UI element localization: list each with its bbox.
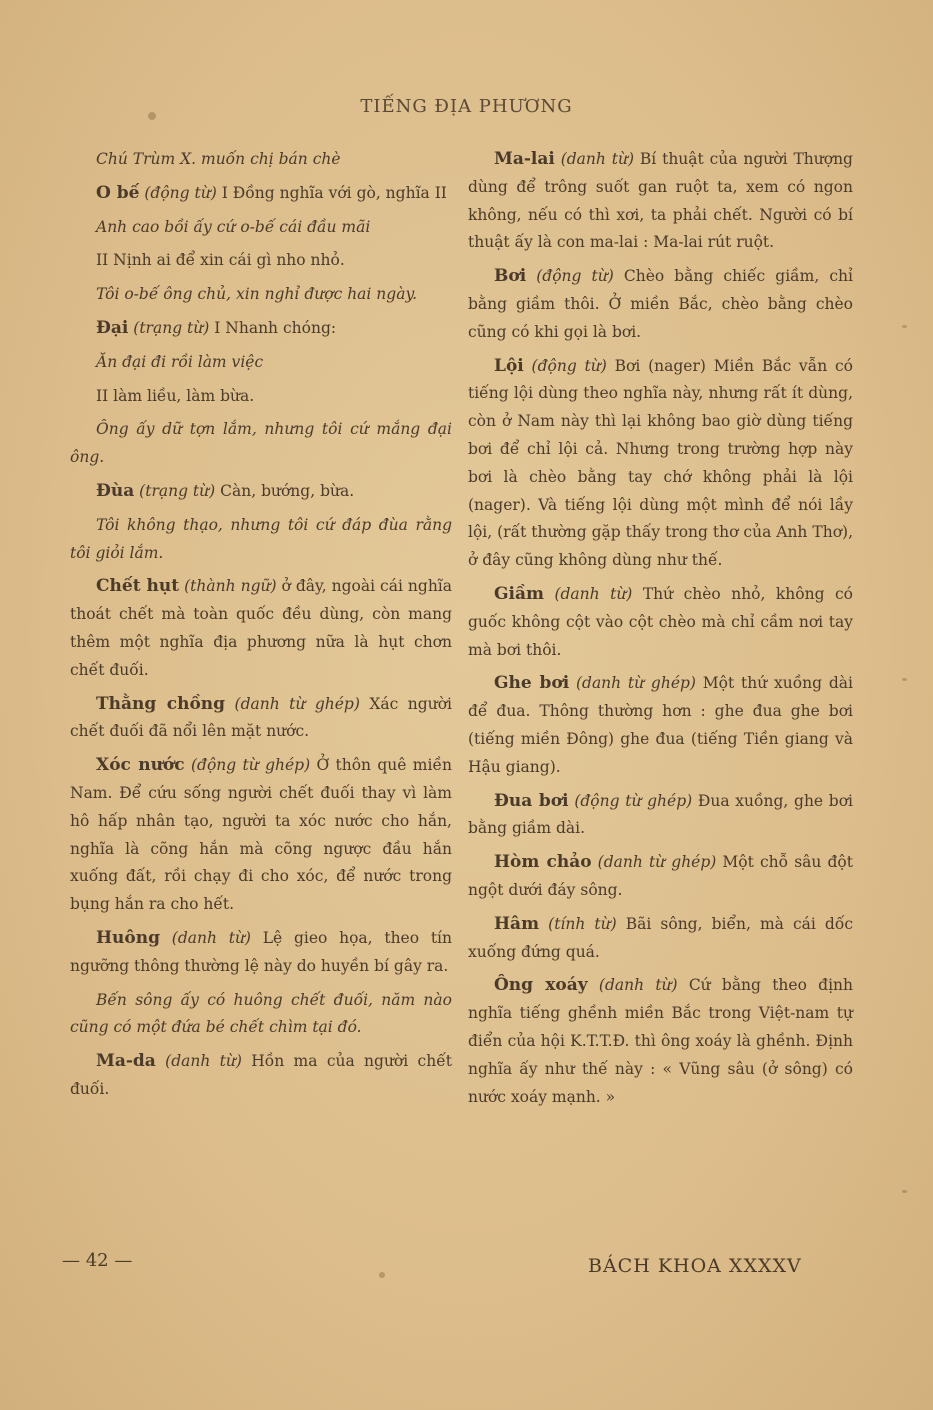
example-sentence: Tôi o-bế ông chủ, xin nghỉ được hai ngày.	[96, 285, 418, 304]
entry-ghe-boi	[468, 670, 853, 781]
entry-part-of-speech: (danh từ ghép)	[597, 853, 717, 872]
entry-definition: Đua xuồng, ghe bơi bằng giầm dài.	[468, 791, 853, 838]
entry-term: O bế	[96, 182, 140, 203]
example-sentence: Tôi không thạo, nhưng tôi cứ đáp đùa rằng tôi giỏi lắm.	[70, 515, 452, 562]
entry-term: Huông	[96, 927, 161, 948]
entry-definition: Một chỗ sâu đột ngột dưới đáy sông.	[468, 853, 853, 899]
entry-part-of-speech: (danh từ)	[171, 928, 251, 947]
page-number: — 42 —	[62, 1250, 133, 1271]
entry-definition: I Nhanh chóng:	[209, 318, 337, 337]
magazine-issue: BÁCH KHOA XXXXV	[588, 1255, 802, 1277]
entry-loi	[468, 353, 853, 575]
entry-dai	[70, 315, 452, 343]
paper-stain	[902, 678, 907, 681]
entry-definition: I Đồng nghĩa với gò, nghĩa II	[216, 183, 447, 202]
entry-term: Hâm	[494, 913, 540, 934]
entry-definition: Cứ bằng theo định nghĩa tiếng ghềnh miền Bắc trong Việt-nam tự điển của hội K.T.T.Đ. thì ông xoáy là ghềnh. Định nghĩa ấy như thế này : « Vũng sâu (ở sông) có nước xoáy mạnh. »	[468, 976, 853, 1106]
entry-term: Ghe bơi	[494, 673, 570, 694]
entry-part-of-speech: (danh từ)	[554, 584, 633, 603]
entry-dua-boi	[468, 788, 853, 844]
entry-part-of-speech: (động từ)	[144, 183, 217, 202]
entry-term: Ông xoáy	[494, 975, 588, 996]
entry-part-of-speech: (danh từ ghép)	[575, 674, 696, 693]
entry-term: Xóc nước	[96, 755, 185, 776]
entry-ma-lai	[468, 146, 853, 257]
entry-term: Ma-lai	[494, 149, 555, 169]
entry-definition: Hồn ma của người chết đuối.	[70, 1052, 452, 1098]
example-sentence: Anh cao bồi ấy cứ o-bế cái đầu mãi	[96, 217, 371, 236]
entry-part-of-speech: (thành ngữ)	[184, 577, 277, 596]
entry-ham	[468, 911, 853, 967]
entry-term: Thằng chồng	[96, 693, 226, 714]
entry-part-of-speech: (danh từ ghép)	[234, 694, 360, 713]
entry-part-of-speech: (động từ)	[531, 356, 607, 375]
entry-term: Lội	[494, 355, 524, 376]
entry-boi	[468, 263, 853, 346]
entry-definition: Bí thuật của người Thượng dùng để trông suốt gan ruột ta, xem có ngon không, nếu có thì xơi, ta phải chết. Người có bí thuật ấy là con ma-lai : Ma-lai rút ruột.	[468, 150, 853, 252]
left-column	[70, 146, 452, 1110]
entry-term: Chết hụt	[96, 576, 180, 597]
entry-part-of-speech: (trạng từ)	[139, 481, 216, 500]
entry-part-of-speech: (danh từ)	[560, 150, 635, 168]
entry-xoc-nuoc	[70, 752, 452, 919]
paper-stain	[902, 325, 907, 328]
entry-definition: Ở thôn quê miền Nam. Để cứu sống người chết đuối thay vì làm hô hấp nhân tạo, người ta xóc nước cho hắn, nghĩa là cõng hắn mà cõng ngược đầu hắn xuống đất, rồi chạy đi cho xóc, để nước trong bụng hắn ra cho hết.	[70, 756, 452, 914]
entry-part-of-speech: (trạng từ)	[133, 318, 210, 337]
entry-term: Hòm chảo	[494, 852, 592, 873]
entry-definition: Càn, bướng, bừa.	[215, 481, 355, 500]
entry-definition: Chèo bằng chiếc giầm, chỉ bằng giầm thôi. Ở miền Bắc, chèo bằng chèo cũng có khi gọi là bơi.	[468, 267, 853, 341]
entry-definition: Xác người chết đuối đã nổi lên mặt nước.	[70, 694, 452, 741]
entry-term: Ma-da	[96, 1051, 156, 1072]
paper-stain	[379, 1272, 385, 1278]
entry-definition: Bãi sông, biển, mà cái dốc xuống đứng quá.	[468, 914, 854, 961]
entry-huong	[70, 925, 452, 981]
example-sentence: Ăn đại đi rồi làm việc	[96, 352, 264, 371]
entry-term: Đùa	[96, 480, 135, 501]
entry-definition: ở đây, ngoài cái nghĩa thoát chết mà toàn quốc đều dùng, còn mang thêm một nghĩa địa phương nữa là hụt chơn chết đuối.	[70, 577, 453, 679]
entry-term: Giầm	[494, 583, 544, 604]
entry-term: Đua bơi	[494, 790, 569, 811]
example-sentence: Chú Trùm X. muốn chị bán chè	[96, 150, 341, 168]
page-header: TIẾNG ĐỊA PHƯƠNG	[360, 96, 573, 117]
entry-term: Đại	[96, 317, 129, 338]
entry-part-of-speech: (động từ ghép)	[574, 791, 693, 810]
entry-part-of-speech: (động từ ghép)	[190, 756, 311, 775]
entry-part-of-speech: (tính từ)	[548, 914, 617, 933]
entry-o-be	[70, 180, 452, 208]
paper-stain	[148, 112, 156, 120]
definition-text: II làm liều, làm bừa.	[96, 386, 255, 405]
entry-definition: Lệ gieo họa, theo tín ngưỡng thông thường lệ này do huyền bí gây ra.	[70, 928, 452, 975]
example-sentence: Bến sông ấy có huông chết đuối, năm nào cũng có một đứa bé chết chìm tại đó.	[70, 990, 452, 1037]
entry-definition: Một thứ xuồng dài để đua. Thông thường hơn : ghe đua ghe bơi (tiếng miền Đông) ghe đua (tiếng Tiền giang và Hậu giang).	[468, 674, 853, 776]
entry-part-of-speech: (động từ)	[536, 267, 614, 286]
entry-giam	[468, 581, 853, 664]
entry-term: Bơi	[494, 266, 527, 287]
entry-ong-xoay	[468, 972, 853, 1111]
entry-part-of-speech: (danh từ)	[598, 976, 678, 995]
entry-definition: Bơi (nager) Miền Bắc vẫn có tiếng lội dùng theo nghĩa này, nhưng rất ít dùng, còn ở Nam này thì lại không bao giờ dùng tiếng bơi để chỉ lội cả. Nhưng trong trường hợp này bơi là chèo bằng tay chớ không phải là lội (nager). Và tiếng lội dùng một mình để nói lầy lội, (rất thường gặp thấy trong thơ của Anh Thơ), ở đây cũng không dùng như thế.	[468, 356, 853, 570]
right-column	[468, 146, 853, 1117]
entry-thang-chong	[70, 691, 452, 747]
entry-part-of-speech: (danh từ)	[165, 1052, 242, 1071]
entry-definition: Thứ chèo nhỏ, không có guốc không cột vào cột chèo mà chỉ cầm nơi tay mà bơi thôi.	[468, 584, 853, 659]
paper-stain	[902, 1190, 907, 1193]
definition-text: II Nịnh ai để xin cái gì nho nhỏ.	[96, 251, 345, 270]
example-sentence: Ông ấy dữ tợn lắm, nhưng tôi cứ mắng đại ông.	[70, 420, 452, 467]
entry-chet-hut	[70, 573, 452, 684]
entry-dua	[70, 478, 452, 506]
entry-ma-da	[70, 1048, 452, 1104]
entry-hom-chao	[468, 849, 853, 905]
